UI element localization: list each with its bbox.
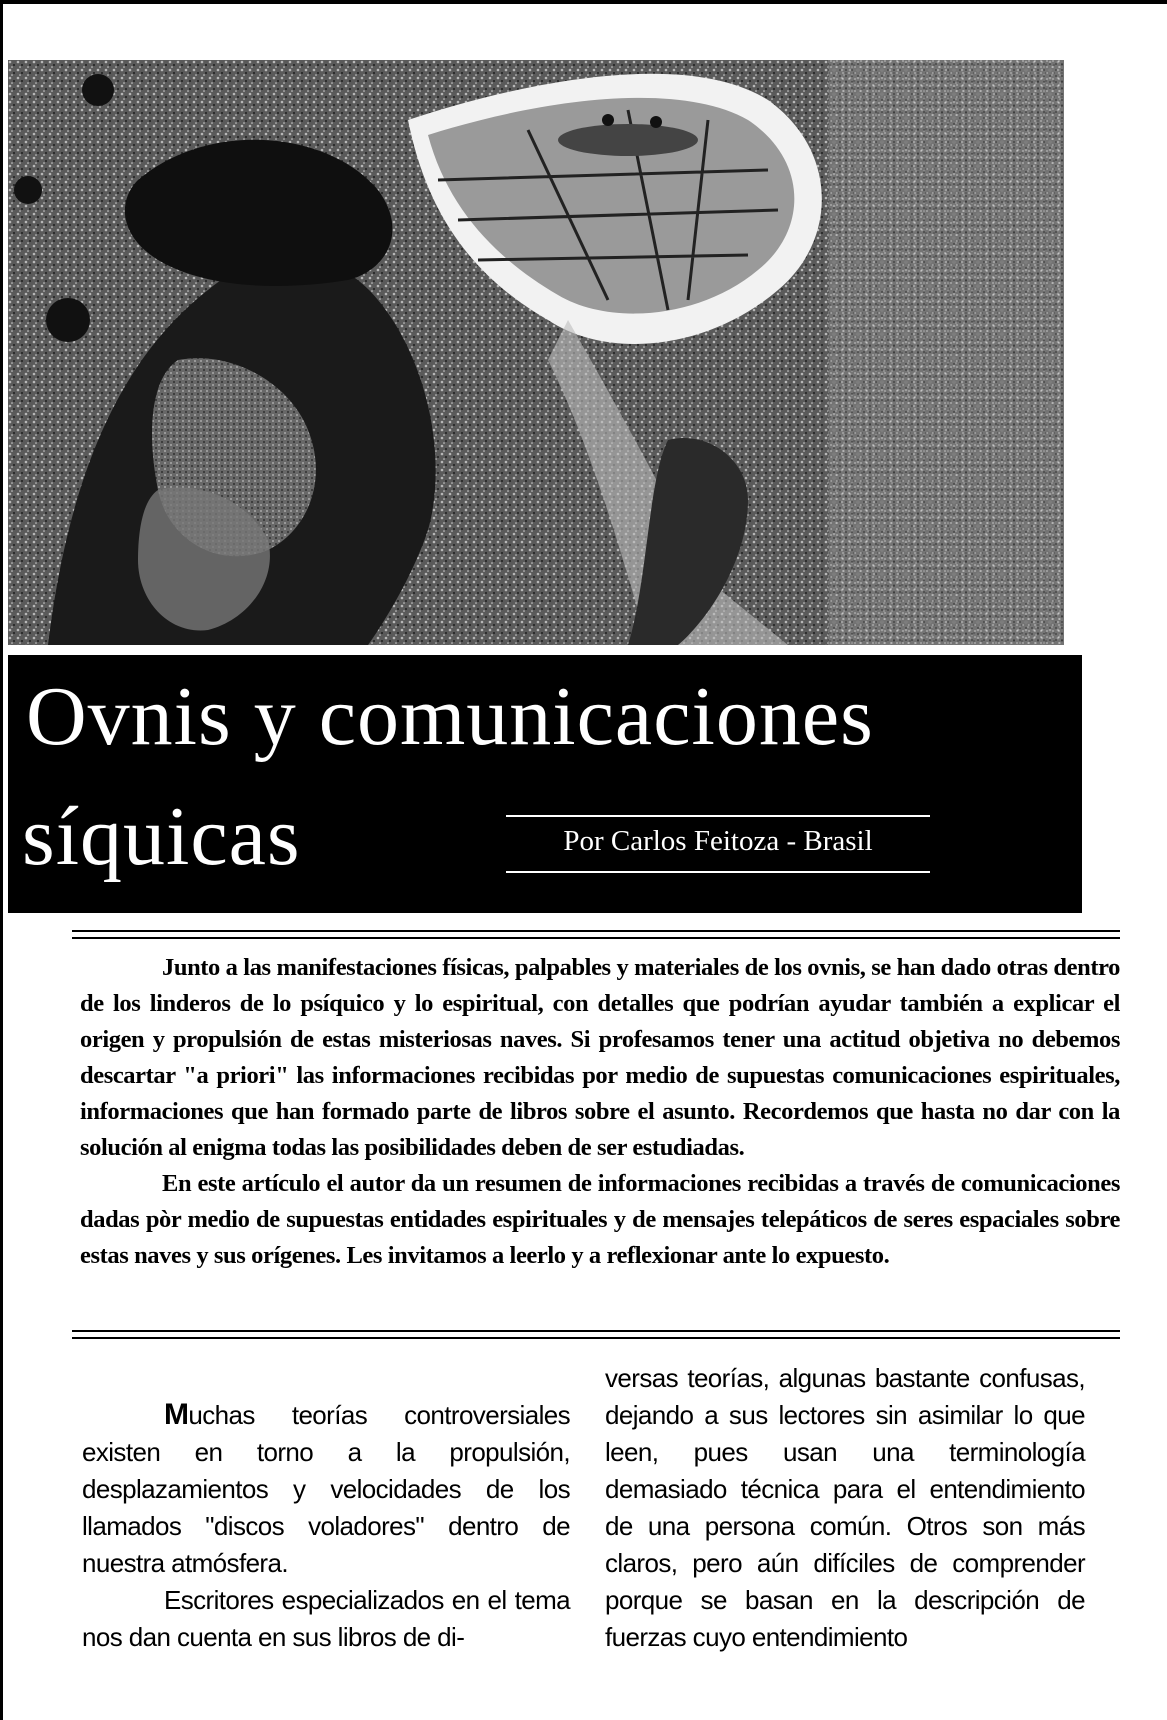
body-paragraph-2: Escritores especializados en el tema nos dan cuenta en sus libros de di- [82,1585,570,1652]
title-banner [8,655,1082,913]
article-title-line-2: síquicas [22,790,301,883]
body-paragraph-1 [82,1396,570,1582]
page-border-top [0,0,1167,4]
intro-rule-top [72,930,1120,939]
body-paragraph-continued: versas teorías, algunas bastante confusas, dejando a sus lectores sin asimilar lo que leen, pues usan una terminología demasiado técnica para el entendimiento de una persona común. Otros son más claros, pero aún difíciles de comprender porque se basan en la descripción de fuerzas cuyo entendimiento [605,1363,1085,1652]
intro-paragraph-2: En este artículo el autor da un resumen de informaciones recibidas a través de comunicaciones dadas pòr medio de supuestas entidades espirituales y de mensajes telepáticos de seres espaciales sobre estas naves y sus orígenes. Les invitamos a leerlo y a reflexionar ante lo expuesto. [80,1170,1120,1269]
intro-paragraph-1: Junto a las manifestaciones físicas, palpables y materiales de los ovnis, se han dado otras dentro de los linderos de lo psíquico y lo espiritual, con detalles que podrían ayudar también a explicar el origen y propulsión de estas misteriosas naves. Si profesamos tener una actitud objetiva no debemos descartar "a priori" las informaciones recibidas por medio de supuestas comunicaciones espirituales, informaciones que han formado parte de libros sobre el asunto. Recordemos que hasta no dar con la solución al enigma todas las posibilidades deben de ser estudiadas. [80,954,1120,1161]
body-column-right [605,1360,1085,1656]
ufo-photo-illustration-icon [8,60,1064,645]
article-byline: Por Carlos Feitoza - Brasil [563,825,873,857]
intro-rule-bottom [72,1330,1120,1339]
byline-rule-top [506,815,930,817]
drop-cap: M [164,1398,189,1431]
intro-text [80,950,1120,1274]
body-paragraph-1-text: uchas teorías controversiales existen en torno a la propulsión, desplazamientos y velocidades de los llamados "discos voladores" dentro de nuestra atmósfera. [82,1400,570,1578]
byline-rule-bottom [506,871,930,873]
article-title-line-1: Ovnis y comunicaciones [26,670,874,763]
page-border-left [0,0,3,1720]
body-column-left [82,1396,570,1656]
